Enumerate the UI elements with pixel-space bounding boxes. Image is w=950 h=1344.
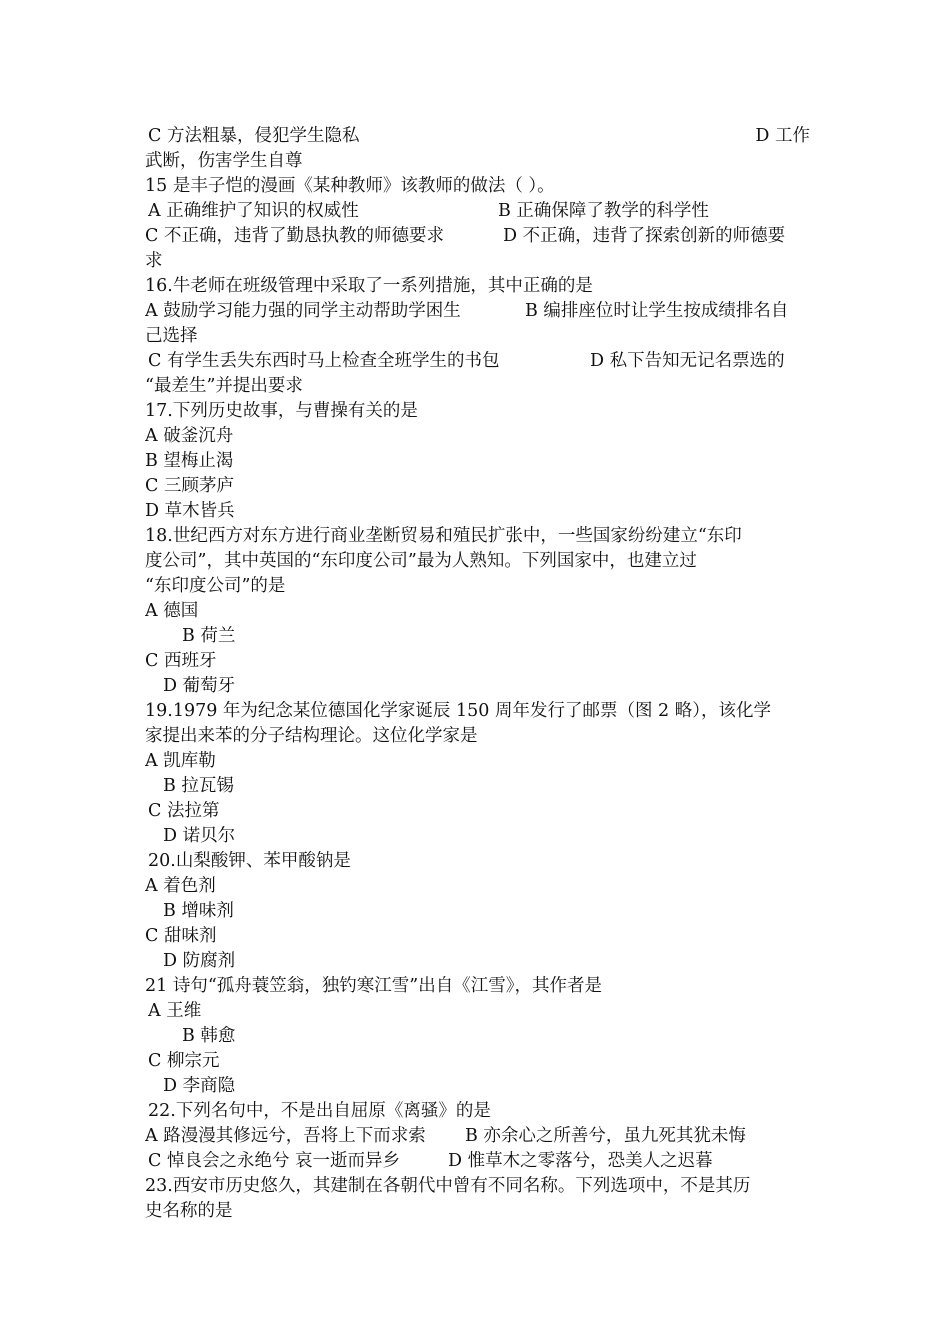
q21-option-c: C 柳宗元	[148, 1051, 220, 1071]
question-23-line-2: 史名称的是	[145, 1201, 233, 1221]
q15-option-line-a-b	[148, 199, 810, 224]
q20-option-c: C 甜味剂	[145, 926, 217, 946]
q15-option-a: A 正确维护了知识的权威性	[148, 201, 359, 221]
question-22: 22.下列名句中，不是出自屈原《离骚》的是	[148, 1101, 491, 1121]
q17-option-b: B 望梅止渴	[145, 451, 234, 471]
q21-option-b: B 韩愈	[182, 1026, 236, 1046]
q15-option-d: D 不正确，违背了探索创新的师德要	[503, 226, 786, 246]
q14-option-d-continued: 武断，伤害学生自尊	[145, 151, 303, 171]
q22-option-c: C 悼良会之永绝兮 哀一逝而异乡	[148, 1151, 401, 1171]
q20-option-b: B 增味剂	[163, 901, 234, 921]
q22-option-a: A 路漫漫其修远兮，吾将上下而求索	[145, 1126, 426, 1146]
q15-option-line-c-d	[145, 224, 807, 249]
q15-option-c: C 不正确，违背了勤恳执教的师德要求	[145, 226, 444, 246]
q14-option-line-c-d	[148, 124, 810, 149]
q17-option-d: D 草木皆兵	[145, 501, 235, 521]
q16-option-a: A 鼓励学习能力强的同学主动帮助学困生	[145, 301, 461, 321]
q17-option-a: A 破釜沉舟	[145, 426, 234, 446]
question-18-line-3: “东印度公司”的是	[145, 576, 286, 596]
q21-option-a: A 王维	[148, 1001, 202, 1021]
q16-option-d: D 私下告知无记名票选的	[590, 351, 785, 371]
question-18-line-1: 18.世纪西方对东方进行商业垄断贸易和殖民扩张中，一些国家纷纷建立“东印	[145, 526, 742, 546]
q22-option-b: B 亦余心之所善兮，虽九死其犹未悔	[465, 1126, 746, 1146]
question-17: 17.下列历史故事，与曹操有关的是	[145, 401, 418, 421]
q20-option-d: D 防腐剂	[163, 951, 236, 971]
question-21: 21 诗句“孤舟蓑笠翁，独钓寒江雪”出自《江雪》，其作者是	[145, 976, 602, 996]
q22-option-d: D 惟草木之零落兮，恐美人之迟暮	[448, 1151, 713, 1171]
q14-option-c: C 方法粗暴，侵犯学生隐私	[148, 126, 360, 146]
q16-option-c: C 有学生丢失东西时马上检查全班学生的书包	[148, 351, 500, 371]
q22-option-line-a-b	[145, 1124, 807, 1149]
q21-option-d: D 李商隐	[163, 1076, 236, 1096]
q17-option-c: C 三顾茅庐	[145, 476, 234, 496]
question-18-line-2: 度公司”，其中英国的“东印度公司”最为人熟知。下列国家中，也建立过	[145, 551, 697, 571]
q18-option-a: A 德国	[145, 601, 199, 621]
q20-option-a: A 着色剂	[145, 876, 216, 896]
q18-option-d: D 葡萄牙	[163, 676, 236, 696]
q16-option-line-a-b	[145, 299, 807, 324]
q15-option-d-continued: 求	[145, 251, 163, 271]
q22-option-line-c-d	[148, 1149, 810, 1174]
q14-option-d: D 工作	[755, 126, 810, 146]
question-19-line-1: 19.1979 年为纪念某位德国化学家诞辰 150 周年发行了邮票（图 2 略），该化学	[145, 701, 771, 721]
q15-option-b: B 正确保障了教学的科学性	[498, 201, 709, 221]
q19-option-a: A 凯库勒	[145, 751, 216, 771]
question-15: 15 是丰子恺的漫画《某种教师》该教师的做法（ ）。	[145, 176, 555, 196]
q19-option-c: C 法拉第	[148, 801, 220, 821]
q16-option-d-continued: “最差生”并提出要求	[145, 376, 303, 396]
q16-option-b: B 编排座位时让学生按成绩排名自	[525, 301, 789, 321]
q18-option-b: B 荷兰	[182, 626, 236, 646]
q19-option-d: D 诺贝尔	[163, 826, 236, 846]
question-23-line-1: 23.西安市历史悠久，其建制在各朝代中曾有不同名称。下列选项中，不是其历	[145, 1176, 751, 1196]
question-16: 16.牛老师在班级管理中采取了一系列措施，其中正确的是	[145, 276, 593, 296]
q18-option-c: C 西班牙	[145, 651, 217, 671]
q16-option-line-c-d	[148, 349, 810, 374]
q19-option-b: B 拉瓦锡	[163, 776, 234, 796]
question-19-line-2: 家提出来苯的分子结构理论。这位化学家是	[145, 726, 478, 746]
q16-option-b-continued: 己选择	[145, 326, 198, 346]
question-20: 20.山梨酸钾、苯甲酸钠是	[148, 851, 351, 871]
